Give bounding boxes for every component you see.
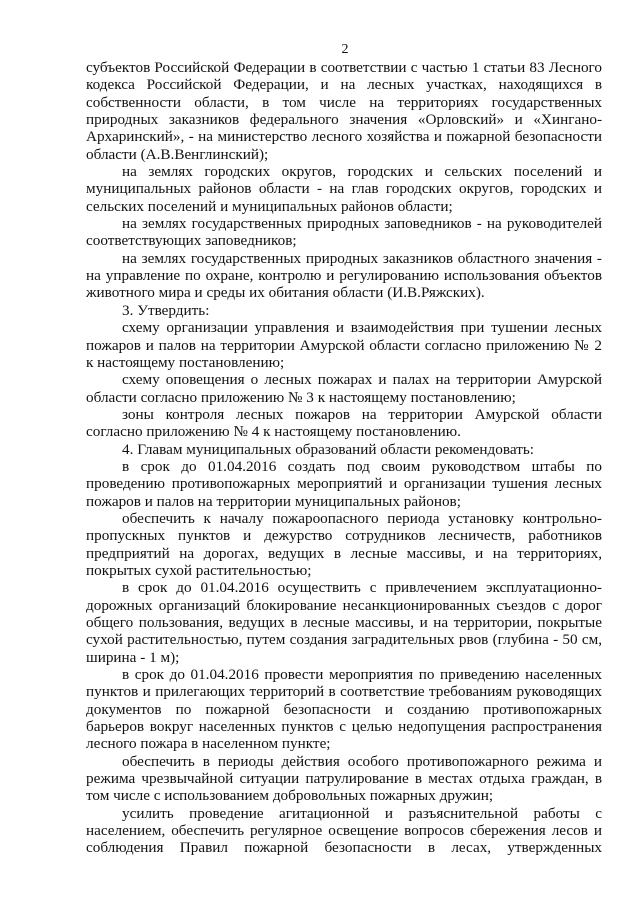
paragraph-patrol: обеспечить в периоды действия особого противопожарного режима и режима чрезвычайной ситуации патрулирование в местах отдыха граждан, в том числе с использованием добровольных пожарных дружин; — [86, 752, 602, 805]
paragraph-headquarters: в срок до 01.04.2016 создать под своим руководством штабы по проведению противопожарных мероприятий и организации тушения лесных пожаров и палов на территории муниципальных районов; — [86, 457, 602, 510]
paragraph-control-scheme: схему организации управления и взаимодействия при тушении лесных пожаров и палов на территории Амурской области согласно приложению № 2 к настоящему постановлению; — [86, 319, 602, 371]
paragraph-city-lands: на землях городских округов, городских и сельских поселений и муниципальных районов области - на глав городских округов, городских и сельских поселений и муниципальных районов области; — [86, 163, 602, 215]
page-number: 2 — [341, 42, 349, 57]
paragraph-control-zones: зоны контроля лесных пожаров на территории Амурской области согласно приложению № 4 к настоящему постановлению. — [86, 405, 602, 441]
paragraph-item-4: 4. Главам муниципальных образований области рекомендовать: — [122, 440, 534, 458]
paragraph-fire-barriers: в срок до 01.04.2016 провести мероприятия по приведению населенных пунктов и прилегающих территорий в соответствие требованиям руководящих документов по пожарной безопасности и созданию противопожарных барьеров вокруг населенных пунктов с целью недопущения распространения лесного пожара в населенном пункте; — [86, 666, 602, 753]
paragraph-item-3: 3. Утвердить: — [122, 301, 210, 319]
paragraph-reserves: на землях государственных природных заповедников - на руководителей соответствующих заповедников; — [86, 215, 602, 250]
paragraph-checkpoints: обеспечить к началу пожароопасного периода установку контрольно-пропускных пунктов и дежурство сотрудников лесничеств, работников предприятий на дорогах, ведущих в лесные массивы, и на территориях, покрытых сухой растительностью; — [86, 509, 602, 579]
document-page — [86, 42, 602, 857]
paragraph-notification-scheme: схему оповещения о лесных пожарах и палах на территории Амурской области согласно приложению № 3 к настоящему постановлению; — [86, 371, 602, 406]
paragraph-road-blocking: в срок до 01.04.2016 осуществить с привлечением эксплуатационно-дорожных организаций блокирование несанкционированных съездов с дорог общего пользования, ведущих в лесные массивы, и на территории, покрытые сухой растительностью, путем создания заградительных рвов (глубина - 50 см, ширина - 1 м); — [86, 579, 602, 666]
paragraph-outreach: усилить проведение агитационной и разъяснительной работы с населением, обеспечить регулярное освещение вопросов сбережения лесов и соблюдения Правил пожарной безопасности в лесах, утвержденных — [86, 804, 602, 857]
paragraph-regional-sanctuaries: на землях государственных природных заказников областного значения - на управление по охране, контролю и регулированию использования объектов животного мира и среды их обитания области (И.В.Ряжских). — [86, 249, 602, 302]
paragraph-subjects: субъектов Российской Федерации в соответствии с частью 1 статьи 83 Лесного кодекса Российской Федерации, и на лесных участках, находящихся в собственности области, в том числе на территориях государственных природных заказников федерального значения «Орловский» и «Хингано-Архаринский», - на министерство лесного хозяйства и пожарной безопасности области (А.В.Венглинский); — [86, 59, 602, 163]
